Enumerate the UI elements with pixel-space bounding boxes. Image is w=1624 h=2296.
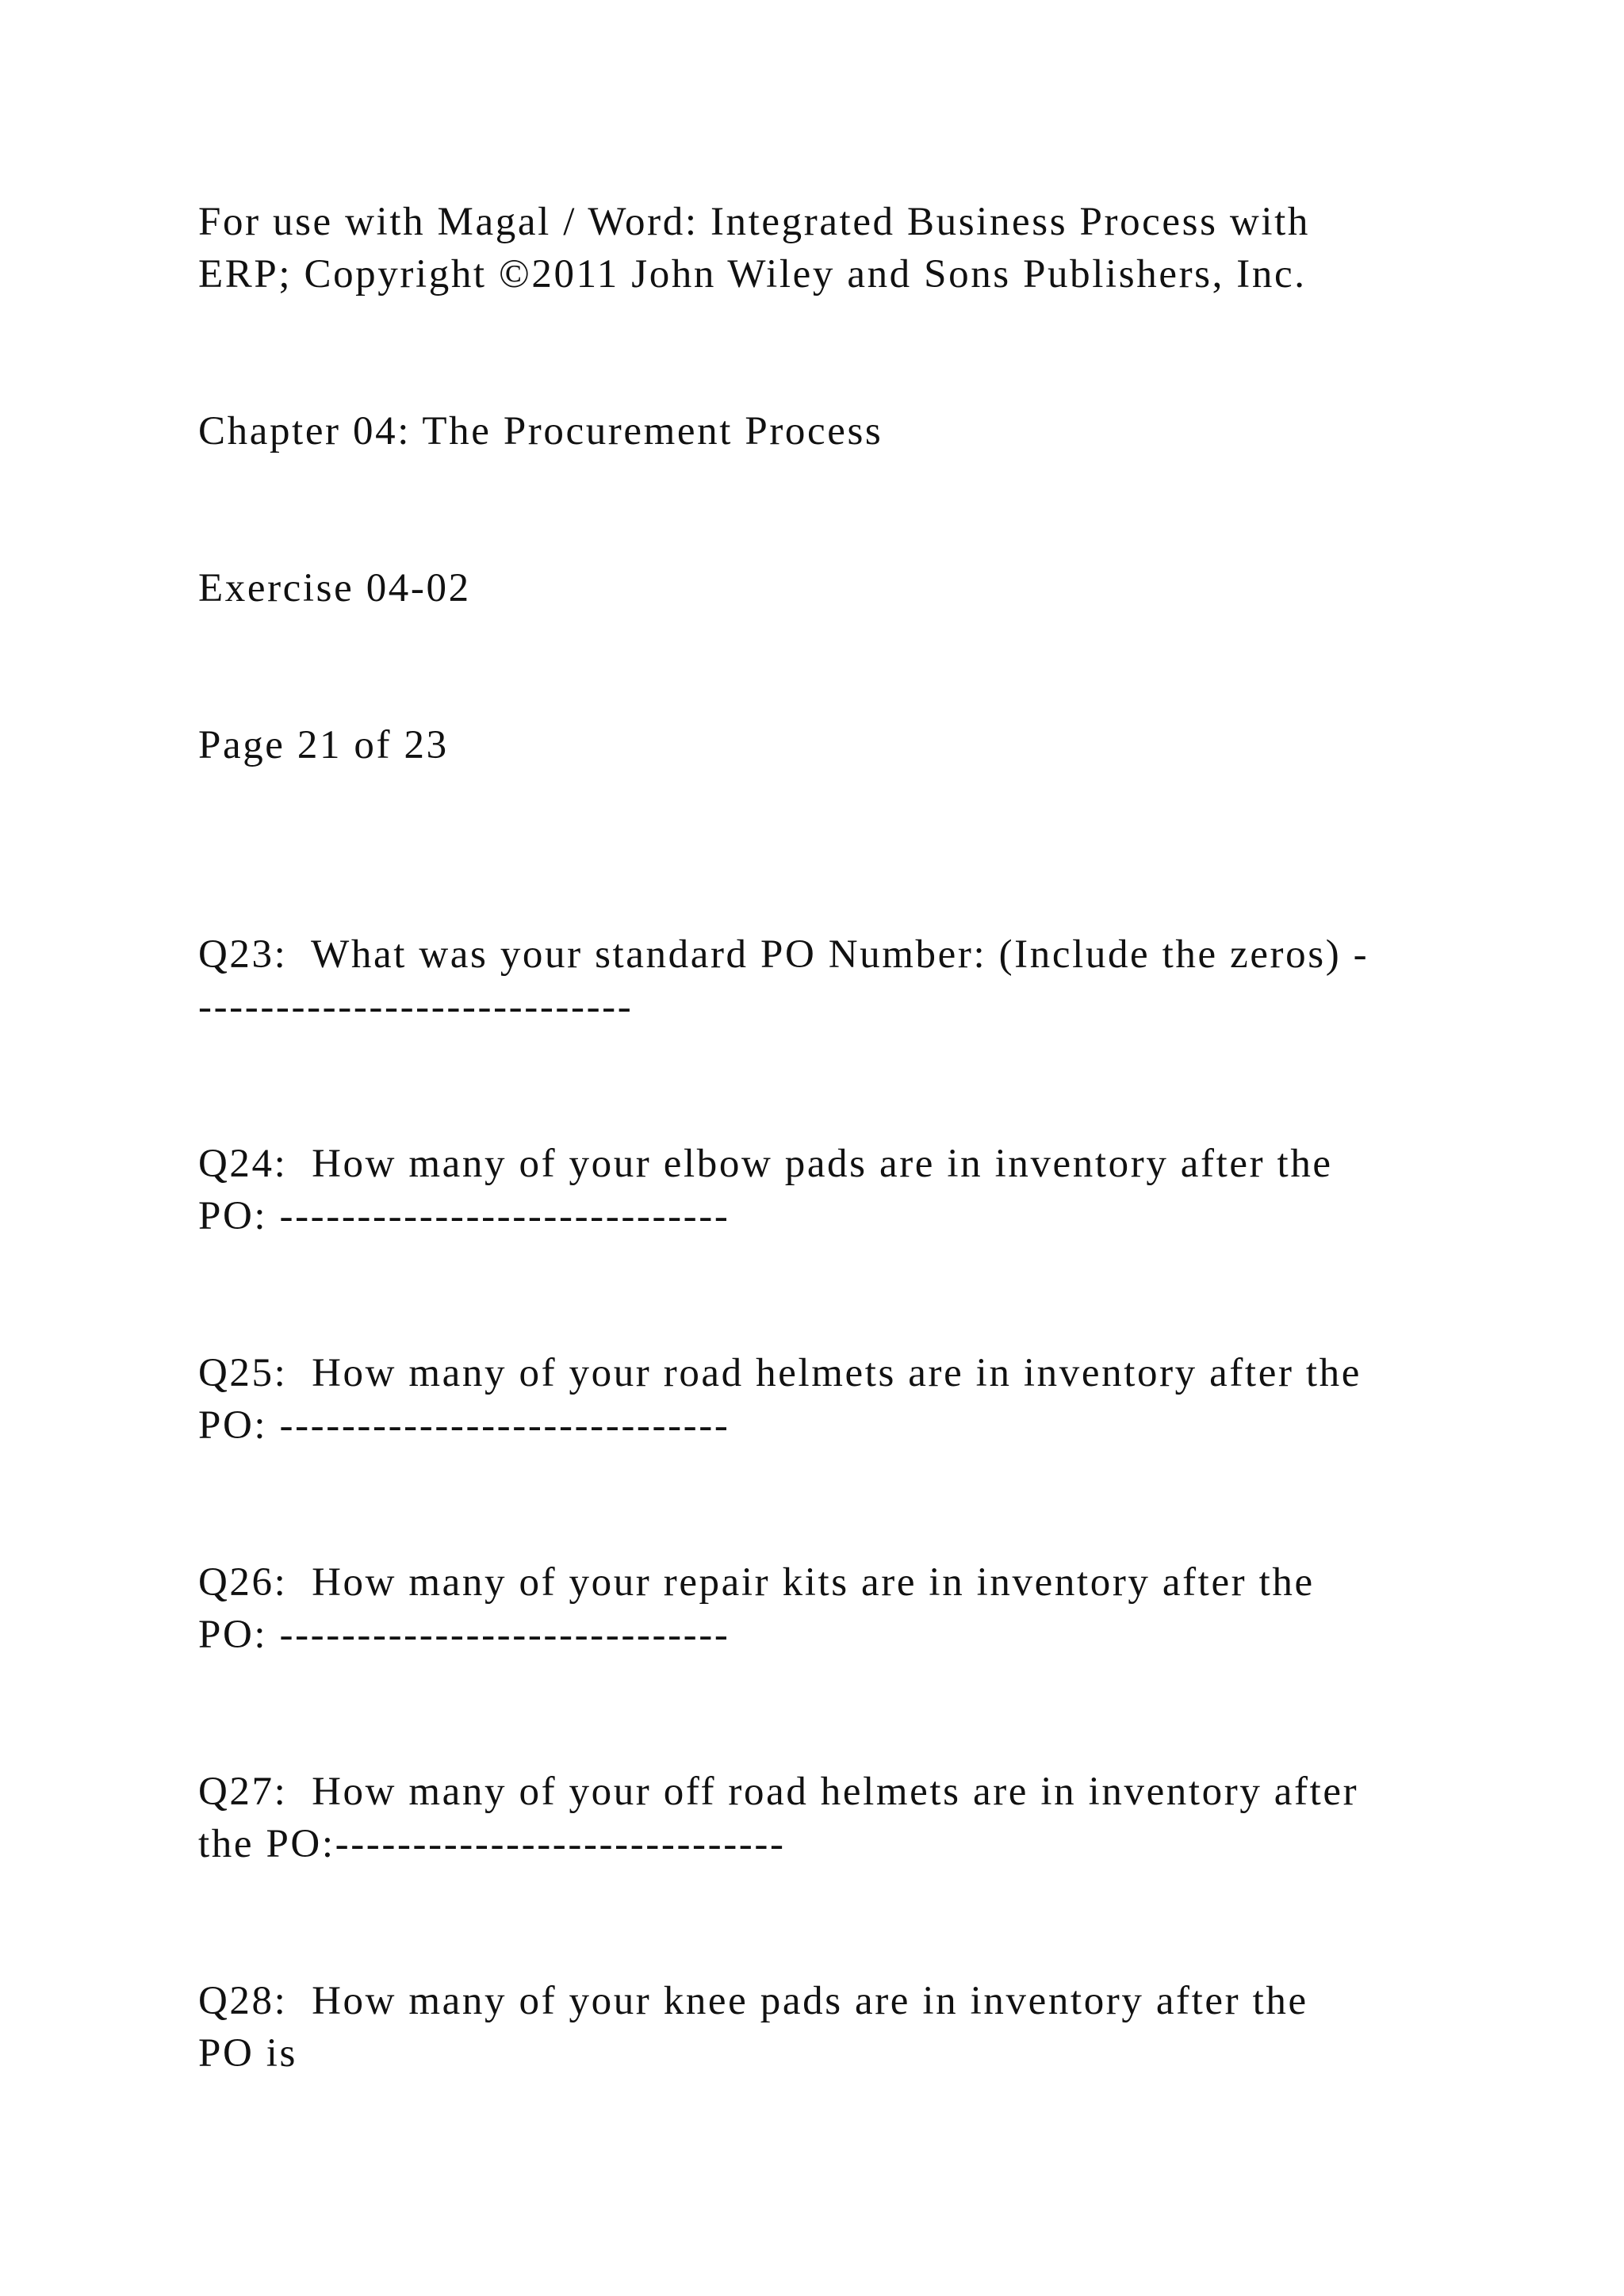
exercise-label: Exercise 04-02 [198,566,471,610]
page-number: Page 21 of 23 [198,723,449,767]
header-line-2: ERP; Copyright ©2011 John Wiley and Sons Publishers, Inc. [198,252,1307,297]
question-q27-line-2: the PO:----------------------------- [198,1822,786,1866]
question-q25-line-1: Q25: How many of your road helmets are in inventory after the [198,1351,1362,1395]
question-q27-line-1: Q27: How many of your off road helmets are in inventory after [198,1770,1359,1814]
question-q24-line-1: Q24: How many of your elbow pads are in inventory after the [198,1142,1333,1186]
question-q28-line-2: PO is [198,2031,297,2076]
header-line-1: For use with Magal / Word: Integrated Business Process with [198,200,1310,244]
question-q23-line-1: Q23: What was your standard PO Number: (Include the zeros) - [198,932,1369,977]
chapter-title: Chapter 04: The Procurement Process [198,409,883,453]
question-q23-line-2: ---------------------------- [198,985,634,1029]
question-q28-line-1: Q28: How many of your knee pads are in inventory after the [198,1979,1308,2023]
question-q26-line-1: Q26: How many of your repair kits are in inventory after the [198,1560,1315,1605]
question-q26-line-2: PO: ----------------------------- [198,1613,730,1657]
question-q25-line-2: PO: ----------------------------- [198,1403,730,1448]
question-q24-line-2: PO: ----------------------------- [198,1194,730,1238]
